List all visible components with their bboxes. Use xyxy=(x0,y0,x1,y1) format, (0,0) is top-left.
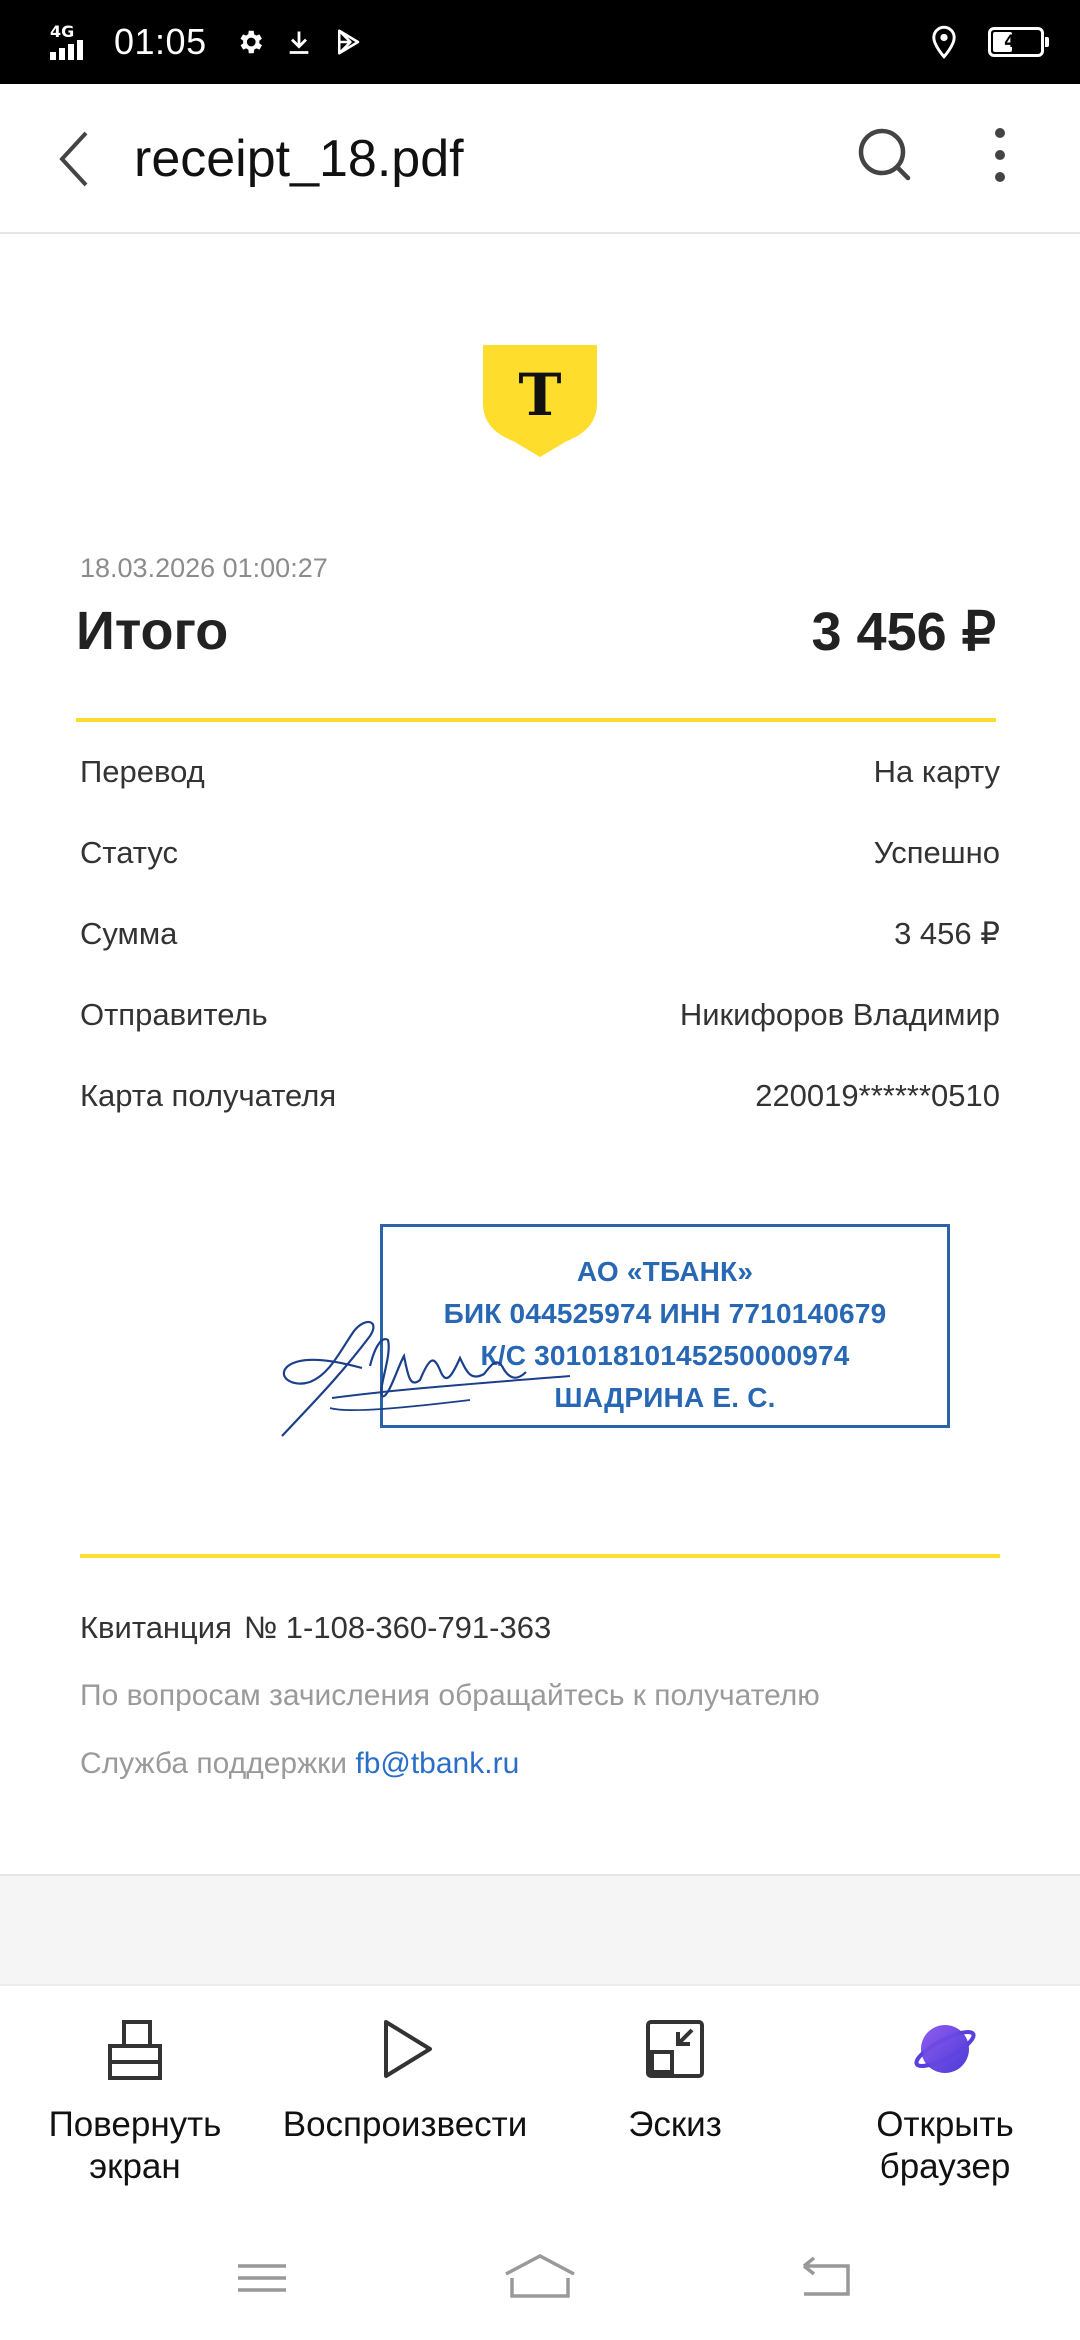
divider-bottom xyxy=(80,1554,1000,1558)
browser-planet-icon xyxy=(912,2016,978,2082)
rotate-screen-icon xyxy=(102,2016,168,2082)
support-line xyxy=(80,1747,519,1781)
thumbnail-button[interactable] xyxy=(545,2016,805,2146)
more-vert-icon xyxy=(992,125,1008,185)
detail-row-status xyxy=(80,835,1000,916)
support-label: Служба поддержки xyxy=(80,1747,348,1780)
search-button[interactable] xyxy=(852,122,918,188)
system-navigation-bar xyxy=(0,2214,1080,2340)
back-arrow-icon xyxy=(56,129,92,189)
status-bar xyxy=(0,0,1080,84)
receipt-date: 18.03.2026 01:00:27 xyxy=(80,553,328,583)
receipt-number-label: Квитанция xyxy=(80,1610,232,1645)
receipt-number xyxy=(80,1610,551,1646)
stamp-line: ШАДРИНА Е. С. xyxy=(554,1382,776,1413)
toolbar-label: Повернуть экран xyxy=(48,2105,222,2186)
status-time: 01:05 xyxy=(114,21,207,62)
detail-value: На карту xyxy=(873,754,1000,789)
stamp-line: БИК 044525974 ИНН 7710140679 xyxy=(443,1298,887,1329)
document-title: receipt_18.pdf xyxy=(134,130,464,188)
detail-value: Никифоров Владимир xyxy=(679,997,1000,1032)
pdf-page[interactable] xyxy=(0,236,1080,1876)
svg-text:Т: Т xyxy=(518,361,562,429)
detail-value: 220019******0510 xyxy=(755,1078,1000,1113)
detail-label: Перевод xyxy=(80,754,205,789)
page-separator xyxy=(0,1874,1080,1984)
download-icon xyxy=(285,27,313,57)
network-signal-icon: 4G xyxy=(50,22,100,62)
detail-label: Карта получателя xyxy=(80,1078,337,1113)
stamp-line: К/С 30101810145250000974 xyxy=(480,1340,850,1371)
play-store-icon xyxy=(333,27,363,57)
stamp-line: АО «ТБАНК» xyxy=(576,1256,754,1287)
toolbar-label: Эскиз xyxy=(628,2105,722,2144)
recents-button[interactable] xyxy=(232,2248,312,2308)
detail-value: Успешно xyxy=(873,835,1000,870)
menu-icon xyxy=(232,2248,292,2308)
total-value: 3 456 ₽ xyxy=(811,602,996,662)
divider-top xyxy=(76,718,996,722)
play-icon xyxy=(372,2016,438,2082)
bottom-toolbar xyxy=(0,1984,1080,2214)
play-button[interactable] xyxy=(275,2016,535,2146)
receipt-details xyxy=(80,754,1000,1159)
gear-icon xyxy=(235,27,265,57)
open-browser-button[interactable] xyxy=(815,2016,1075,2188)
toolbar-label: Воспроизвести xyxy=(282,2105,528,2144)
back-button[interactable] xyxy=(44,124,104,194)
toolbar-label: Открыть браузер xyxy=(876,2105,1014,2186)
support-email-link[interactable]: fb@tbank.ru xyxy=(355,1747,520,1780)
tbank-logo xyxy=(483,345,597,459)
signature-icon xyxy=(270,1296,590,1446)
home-button[interactable] xyxy=(500,2248,580,2308)
detail-label: Отправитель xyxy=(80,997,268,1032)
detail-label: Сумма xyxy=(80,916,178,951)
search-icon xyxy=(852,122,918,188)
rotate-screen-button[interactable] xyxy=(5,2016,265,2188)
receipt-number-value: № 1-108-360-791-363 xyxy=(243,1610,552,1645)
detail-row-transfer xyxy=(80,754,1000,835)
location-icon xyxy=(930,25,958,59)
recipient-note: По вопросам зачисления обращайтесь к получателю xyxy=(80,1679,820,1712)
detail-row-card xyxy=(80,1078,1000,1159)
detail-label: Статус xyxy=(80,835,178,870)
app-bar xyxy=(0,84,1080,234)
detail-row-amount xyxy=(80,916,1000,997)
more-options-button[interactable] xyxy=(970,122,1030,188)
thumbnail-icon xyxy=(642,2016,708,2082)
detail-row-sender xyxy=(80,997,1000,1078)
total-label: Итого xyxy=(76,601,229,661)
battery-icon: 42 xyxy=(988,27,1044,57)
nav-back-button[interactable] xyxy=(790,2248,870,2308)
back-icon xyxy=(790,2248,860,2308)
home-icon xyxy=(500,2248,580,2308)
detail-value: 3 456 ₽ xyxy=(894,916,1000,951)
